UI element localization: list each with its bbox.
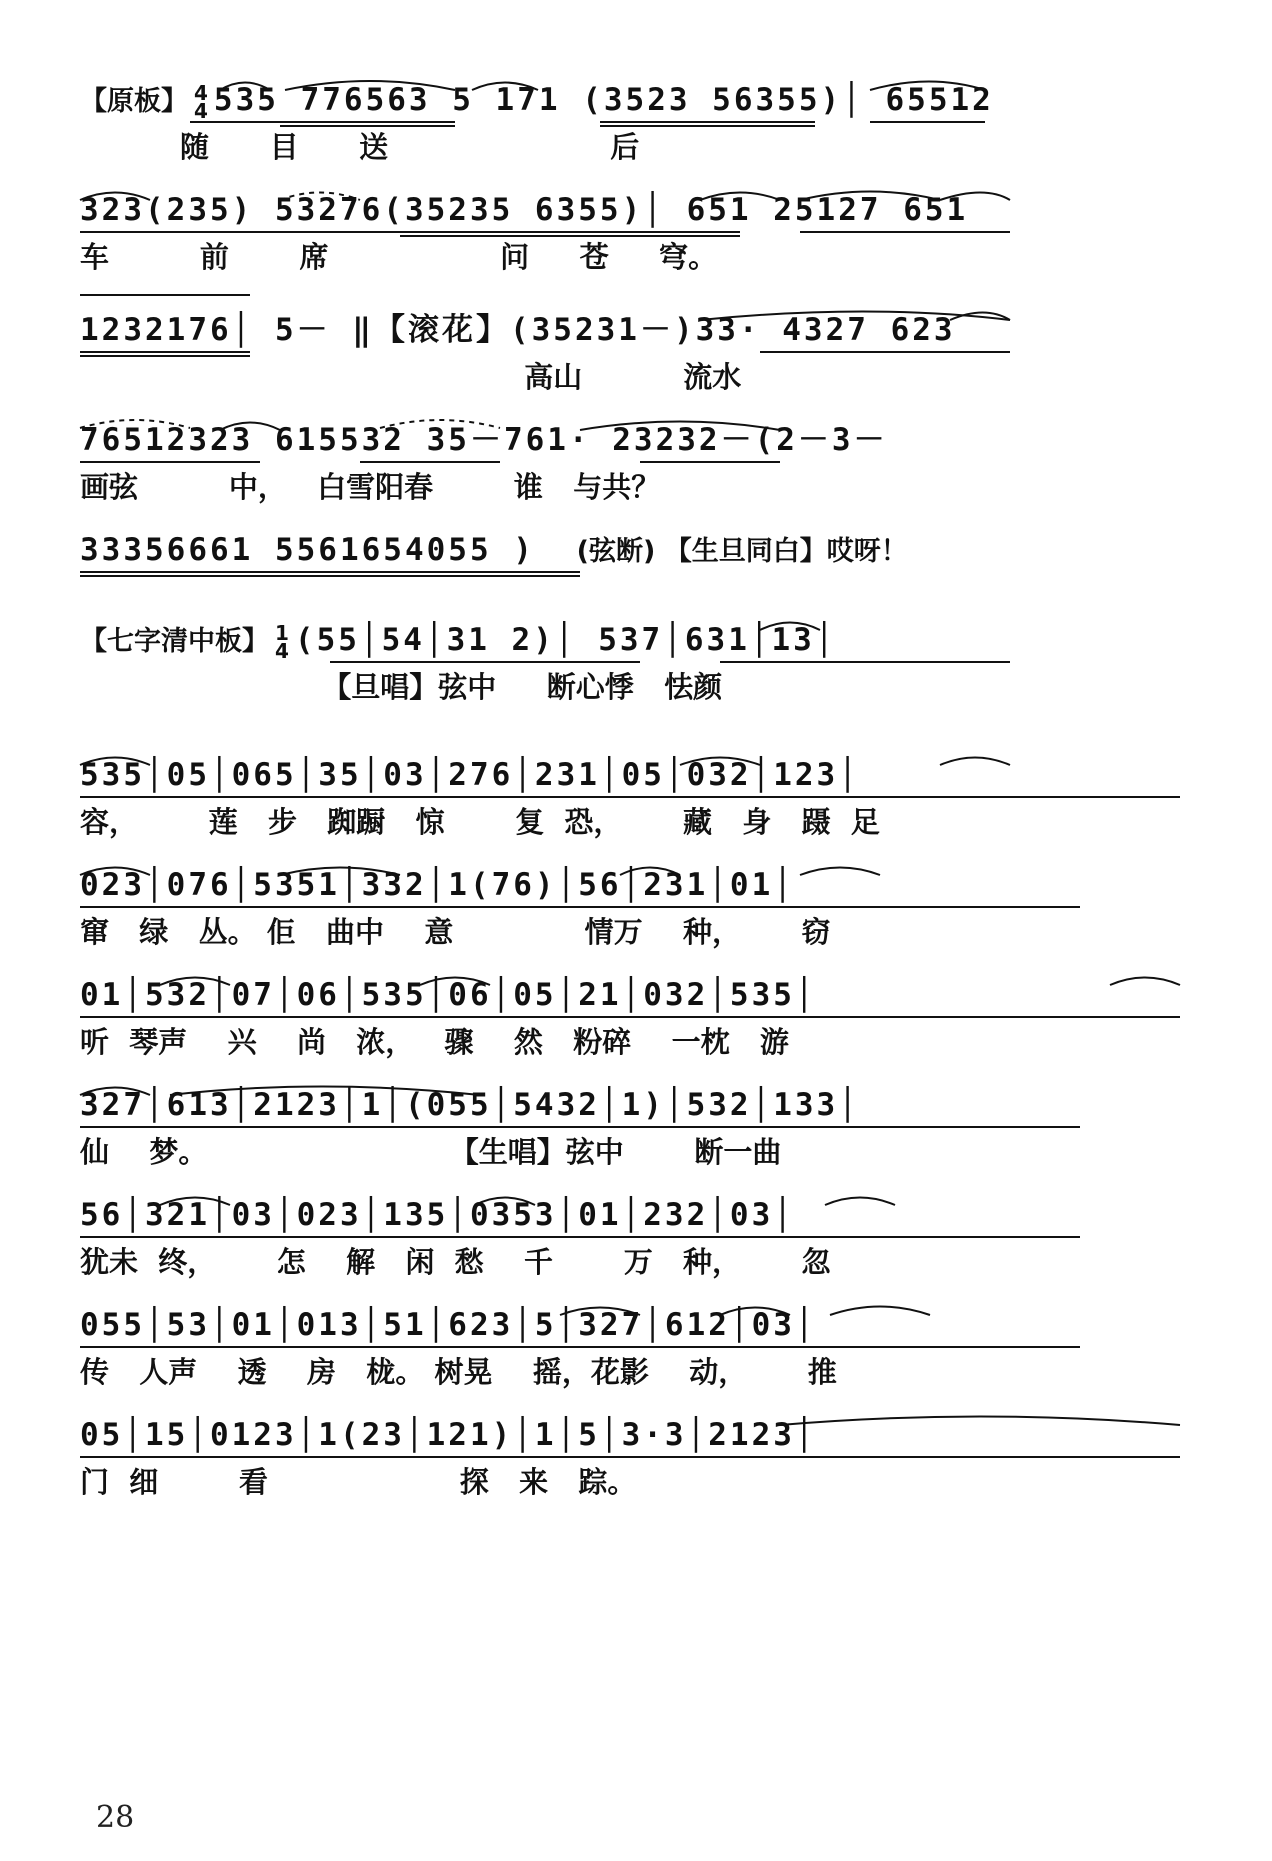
- score-line-1: [80, 70, 1192, 180]
- tempo-marking: 【原板】: [80, 86, 188, 117]
- jianpu-notes: 055│53│01│013│51│623│5│327│612│03│: [80, 1307, 817, 1343]
- score-line-5: [80, 520, 1192, 610]
- score-line-11: [80, 1185, 1192, 1295]
- lyrics: 窜 绿 丛。 佢 曲中 意 情万 种， 窃: [80, 915, 831, 949]
- jianpu-notes: 05│15│0123│1(23│121)│1│5│3·3│2123│: [80, 1417, 817, 1453]
- score-line-7: [80, 745, 1192, 855]
- lyrics: 车 前 席 问 苍 穹。: [80, 240, 718, 274]
- lyrics: 高山 流水: [80, 360, 742, 394]
- time-signature: 1 4: [275, 620, 289, 663]
- score-line-10: [80, 1075, 1192, 1185]
- score-line-8: [80, 855, 1192, 965]
- jianpu-notes: 56│321│03│023│135│0353│01│232│03│: [80, 1197, 795, 1233]
- score-line-4: [80, 410, 1192, 520]
- score-line-12: [80, 1295, 1192, 1405]
- jianpu-notes: 01│532│07│06│535│06│05│21│032│535│: [80, 977, 817, 1013]
- lyrics: 随 目 送 后: [180, 130, 640, 164]
- jianpu-notes: (55│54│31 2)│ 537│631│13│: [294, 622, 837, 658]
- jianpu-notes: 535│05│065│35│03│276│231│05│032│123│: [80, 757, 860, 793]
- score-line-2: [80, 180, 1192, 290]
- score-line-6: [80, 610, 1192, 720]
- jianpu-notes: 76512323 615532 35－761· 23232－(2－3－: [80, 422, 888, 458]
- score-line-9: [80, 965, 1192, 1075]
- jianpu-notes: 327│613│2123│1│(055│5432│1)│532│133│: [80, 1087, 860, 1123]
- lyrics: 画弦 中， 白雪阳春 谁 与共？: [80, 470, 661, 504]
- lyrics: 容， 莲 步 踟蹰 惊 复 恐， 藏 身 蹑 足: [80, 805, 880, 839]
- lyrics: 【旦唱】弦中 断心悸 怯颜: [80, 670, 723, 704]
- page-number: 28: [96, 1800, 135, 1835]
- lyrics: 犹未 终， 怎 解 闲 愁 千 万 种， 忽: [80, 1245, 831, 1279]
- time-signature: 4 4: [194, 80, 208, 123]
- jianpu-notes: 1232176│ 5－ ‖【滚花】(35231－)33· 4327 623: [80, 312, 956, 348]
- lyrics: 仙 梦。 【生唱】弦中 断一曲: [80, 1135, 782, 1169]
- lyrics: 传 人声 透 房 栊。 树晃 摇，花影 动， 推: [80, 1355, 837, 1389]
- stage-direction: (弦断) 【生旦同白】哎呀！: [576, 536, 908, 567]
- lyrics: 听 琴声 兴 尚 浓， 骤 然 粉碎 一枕 游: [80, 1025, 789, 1059]
- jianpu-notes: 323(235) 53276(35235 6355)│ 651 25127 651: [80, 192, 969, 228]
- score-line-13: [80, 1405, 1192, 1515]
- jianpu-notes: 33356661 5561654055 ): [80, 532, 535, 568]
- tempo-marking: 【七字清中板】: [80, 626, 269, 657]
- lyrics: 门 细 看 探 来 踪。: [80, 1465, 637, 1499]
- jianpu-notes: 535 776563 5 171 (3523 56355)│ 65512: [213, 82, 994, 118]
- jianpu-notes: 023│076│5351│332│1(76)│56│231│01│: [80, 867, 795, 903]
- score-line-3: [80, 300, 1192, 410]
